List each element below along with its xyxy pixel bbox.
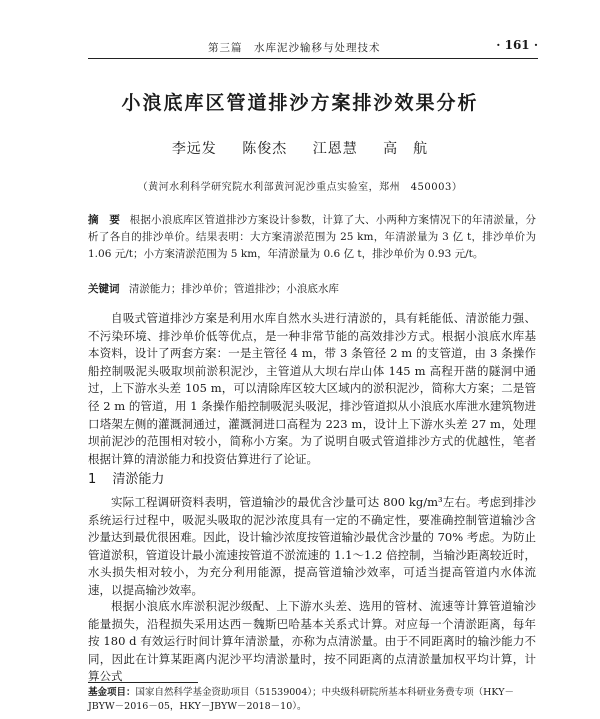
intro-paragraph: 自吸式管道排沙方案是利用水库自然水头进行清淤的，具有耗能低、清淤能力强、不污染环境、排沙单价低等优点，是一种非常节能的高效排沙方式。根据小浪底水库基本资料，设计了两套方案：一是主管径 4 m，带 3 条管径 2 m 的支管道，由 3 条操作船控制吸泥头吸取坝前淤积泥沙，主管道从大坝右岸山体 145 m 高程开凿的隧洞中通过，上下游水头差 105 m，可以清除库区较大区域内的淤积泥沙，简称大方案；二是管径 2 m 的管道，用 1 条操作船控制吸泥头吸泥，排沙管道拟从小浪底水库泄水建筑物进口塔架左侧的灌溉洞通过，灌溉洞进口高程为 223 m，设计上下游水头差 27 m，处理坝前泥沙的范围相对较小，简称小方案。为了说明自吸式管道排沙方式的优越性，笔者根据计算的清淤能力和投资估算进行了论证。 <box>88 311 536 466</box>
affiliation: （黄河水利科学研究院水利部黄河泥沙重点实验室，郑州 450003） <box>137 182 463 193</box>
author-2: 陈俊杰 <box>242 141 288 157</box>
keywords-text: 清淤能力；排沙单价；管道排沙；小浪底水库 <box>128 283 339 295</box>
section-title: 清淤能力 <box>112 472 165 487</box>
section-paragraph-2: 根据小浪底水库淤积泥沙级配、上下游水头差、选用的管材、流速等计算管道输沙能量损失，沿程损失采用达西－魏斯巴哈基本关系式计算。对应每一个清淤距离，每年按 180 d 有效运行时间计算年清淤量，亦称为点清淤量。由于不同距离时的输沙能力不同，因此在计算某距离内泥沙平均清淤量时，按不同距离的点清淤量加权平均计算，计算公式 <box>88 599 536 684</box>
page-number: · 161 · <box>496 38 538 52</box>
section-number: 1 <box>88 472 97 487</box>
abstract-label: 摘 要 <box>88 214 121 226</box>
running-head <box>88 38 538 59</box>
keywords <box>88 281 536 298</box>
footnote-text: 国家自然科学基金资助项目（51539004）；中央级科研院所基本科研业务费专项（HKY－JBYW－2016－05，HKY－JBYW－2018－10）。 <box>88 687 515 712</box>
author-1: 李远发 <box>171 141 217 157</box>
author-list <box>0 138 600 158</box>
running-head-section: 第三篇 水库泥沙输移与处理技术 <box>208 42 381 54</box>
footnote-label: 基金项目： <box>88 687 136 698</box>
author-4: 高 航 <box>383 141 429 157</box>
abstract-text: 根据小浪底库区管道排沙方案设计参数，计算了大、小两种方案情况下的年清淤量，分析了各自的排沙单价。结果表明：大方案清淤范围为 25 km，年清淤量为 3 亿 t，排沙单价为 1.06 元/t；小方案清淤范围为 5 km，年清淤量为 0.6 亿 t，排沙单价为 0.93 元/t。 <box>88 214 537 260</box>
keywords-label: 关键词 <box>88 283 120 295</box>
section-paragraph-1: 实际工程调研资料表明，管道输沙的最优含沙量可达 800 kg/m³左右。考虑到排沙系统运行过程中，吸泥头吸取的泥沙浓度具有一定的不确定性，要准确控制管道输沙含沙量达到最优很困难。因此，设计输沙浓度按管道输沙最优含沙量的 70% 考虑。为防止管道淤积，管道设计最小流速按管道不淤流速的 1.1～1.2 倍控制，当输沙距离较近时，水头损失相对较小，为充分利用能源，提高管道输沙效率，可适当提高管道内水体流速，以提高输沙效率。 <box>88 495 536 597</box>
section-heading <box>88 468 164 487</box>
funding-footnote <box>88 686 536 714</box>
footnote-divider <box>88 682 198 683</box>
article-title: 小浪底库区管道排沙方案排沙效果分析 <box>121 92 479 114</box>
author-3: 江恩慧 <box>312 141 358 157</box>
abstract <box>88 212 536 263</box>
